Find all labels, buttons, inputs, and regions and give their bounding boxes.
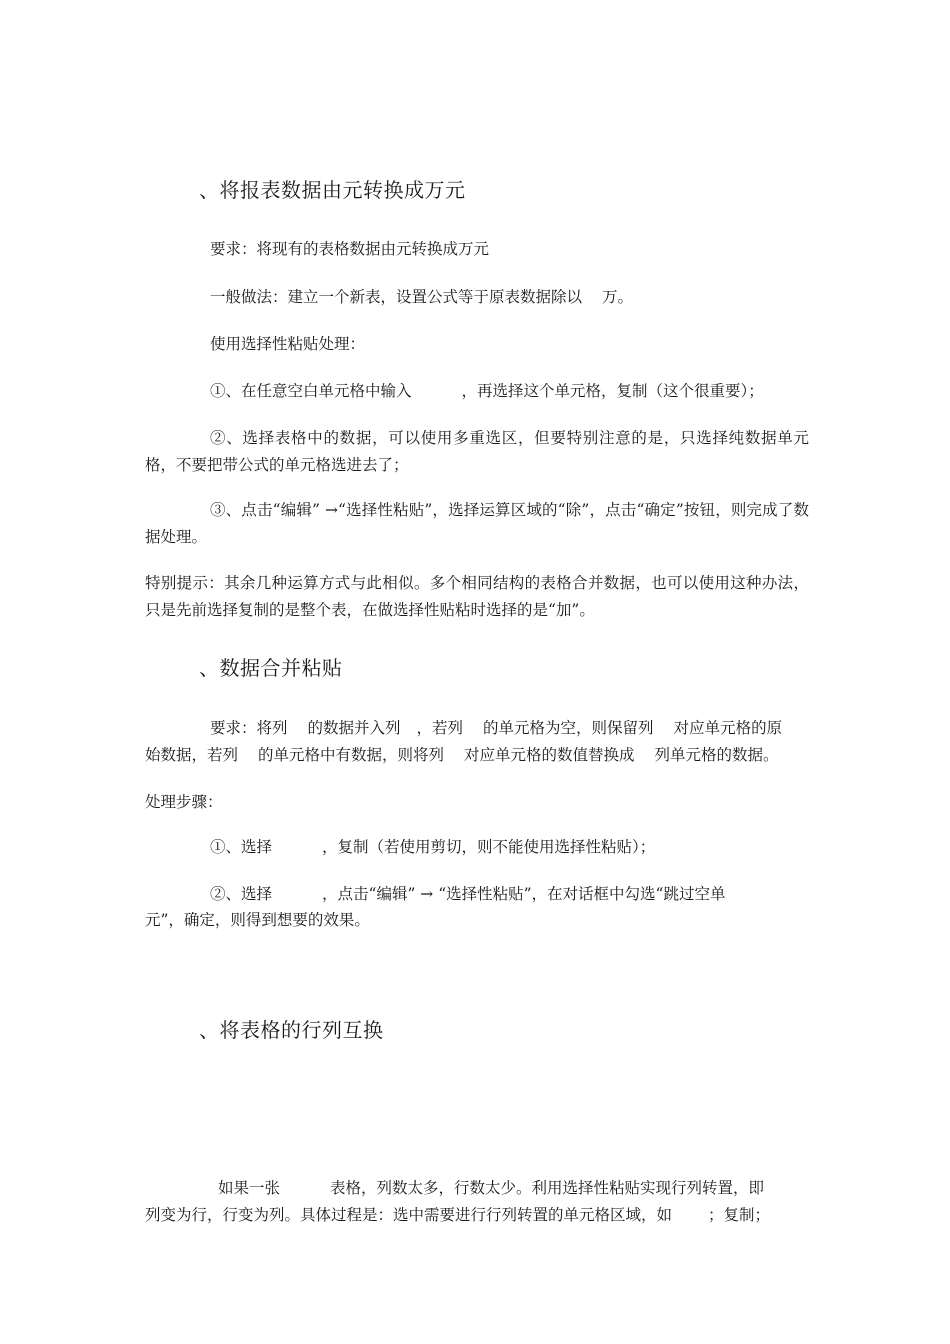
text-run: 对应单元格的原	[673, 719, 783, 737]
section-heading: 、将表格的行列互换	[199, 1018, 384, 1042]
paragraph-line	[145, 742, 779, 769]
text-run: 列单元格的数据。	[654, 746, 779, 764]
text-run: 始数据，若列	[145, 746, 239, 764]
text-run: 列变为行，行变为列。具体过程是：选中需要进行行列转置的单元格区域，如	[145, 1206, 673, 1224]
text-run: ，复制（若使用剪切，则不能使用选择性粘贴）；	[322, 838, 656, 856]
text-run: 要求：将列	[210, 719, 288, 737]
text-run: 万。	[602, 288, 634, 306]
paragraph: ②、选择表格中的数据，可以使用多重选区，但要特别注意的是，只选择纯数据单元格，不要把带公式的单元格选进去了；	[145, 429, 809, 474]
text-run: ②、选择	[210, 885, 273, 903]
text-run: ，若列	[416, 719, 464, 737]
text-run: ，再选择这个单元格，复制（这个很重要）；	[461, 382, 764, 400]
paragraph	[210, 284, 633, 311]
text-run: ，点击“编辑” → “选择性粘贴”，在对话框中勾选“跳过空单	[322, 885, 726, 903]
paragraph-line: 元”，确定，则得到想要的效果。	[145, 911, 370, 929]
paragraph-line	[210, 715, 782, 742]
text-run: 对应单元格的数值替换成	[464, 746, 635, 764]
text-run: ①、选择	[210, 838, 273, 856]
section-heading: 、数据合并粘贴	[199, 656, 343, 680]
section-heading: 、将报表数据由元转换成万元	[199, 178, 466, 202]
paragraph: 特别提示：其余几种运算方式与此相似。多个相同结构的表格合并数据，也可以使用这种办法，只是先前选择复制的是整个表，在做选择性贴粘时选择的是“加”。	[145, 574, 809, 619]
text-run: 的数据并入列	[307, 719, 401, 737]
paragraph	[210, 834, 655, 861]
paragraph-line	[210, 881, 725, 908]
paragraph: 使用选择性粘贴处理：	[210, 335, 366, 353]
text-run: 如果一张	[218, 1179, 281, 1197]
text-run: 一般做法：建立一个新表，设置公式等于原表数据除以	[210, 288, 583, 306]
text-run: ①、在任意空白单元格中输入	[210, 382, 412, 400]
paragraph	[210, 378, 764, 405]
text-run: 的单元格为空，则保留列	[483, 719, 654, 737]
paragraph: 处理步骤：	[145, 793, 223, 811]
paragraph: ③、点击“编辑” →“选择性粘贴”，选择运算区域的“除”，点击“确定”按钮，则完成了数据处理。	[145, 501, 809, 546]
text-run: 的单元格中有数据，则将列	[258, 746, 445, 764]
paragraph-line	[145, 1202, 770, 1229]
text-run: 表格，列数太多，行数太少。利用选择性粘贴实现行列转置，即	[330, 1179, 765, 1197]
paragraph: 要求：将现有的表格数据由元转换成万元	[210, 240, 490, 258]
text-run: ；复制；	[708, 1206, 771, 1224]
paragraph-line	[218, 1175, 764, 1202]
